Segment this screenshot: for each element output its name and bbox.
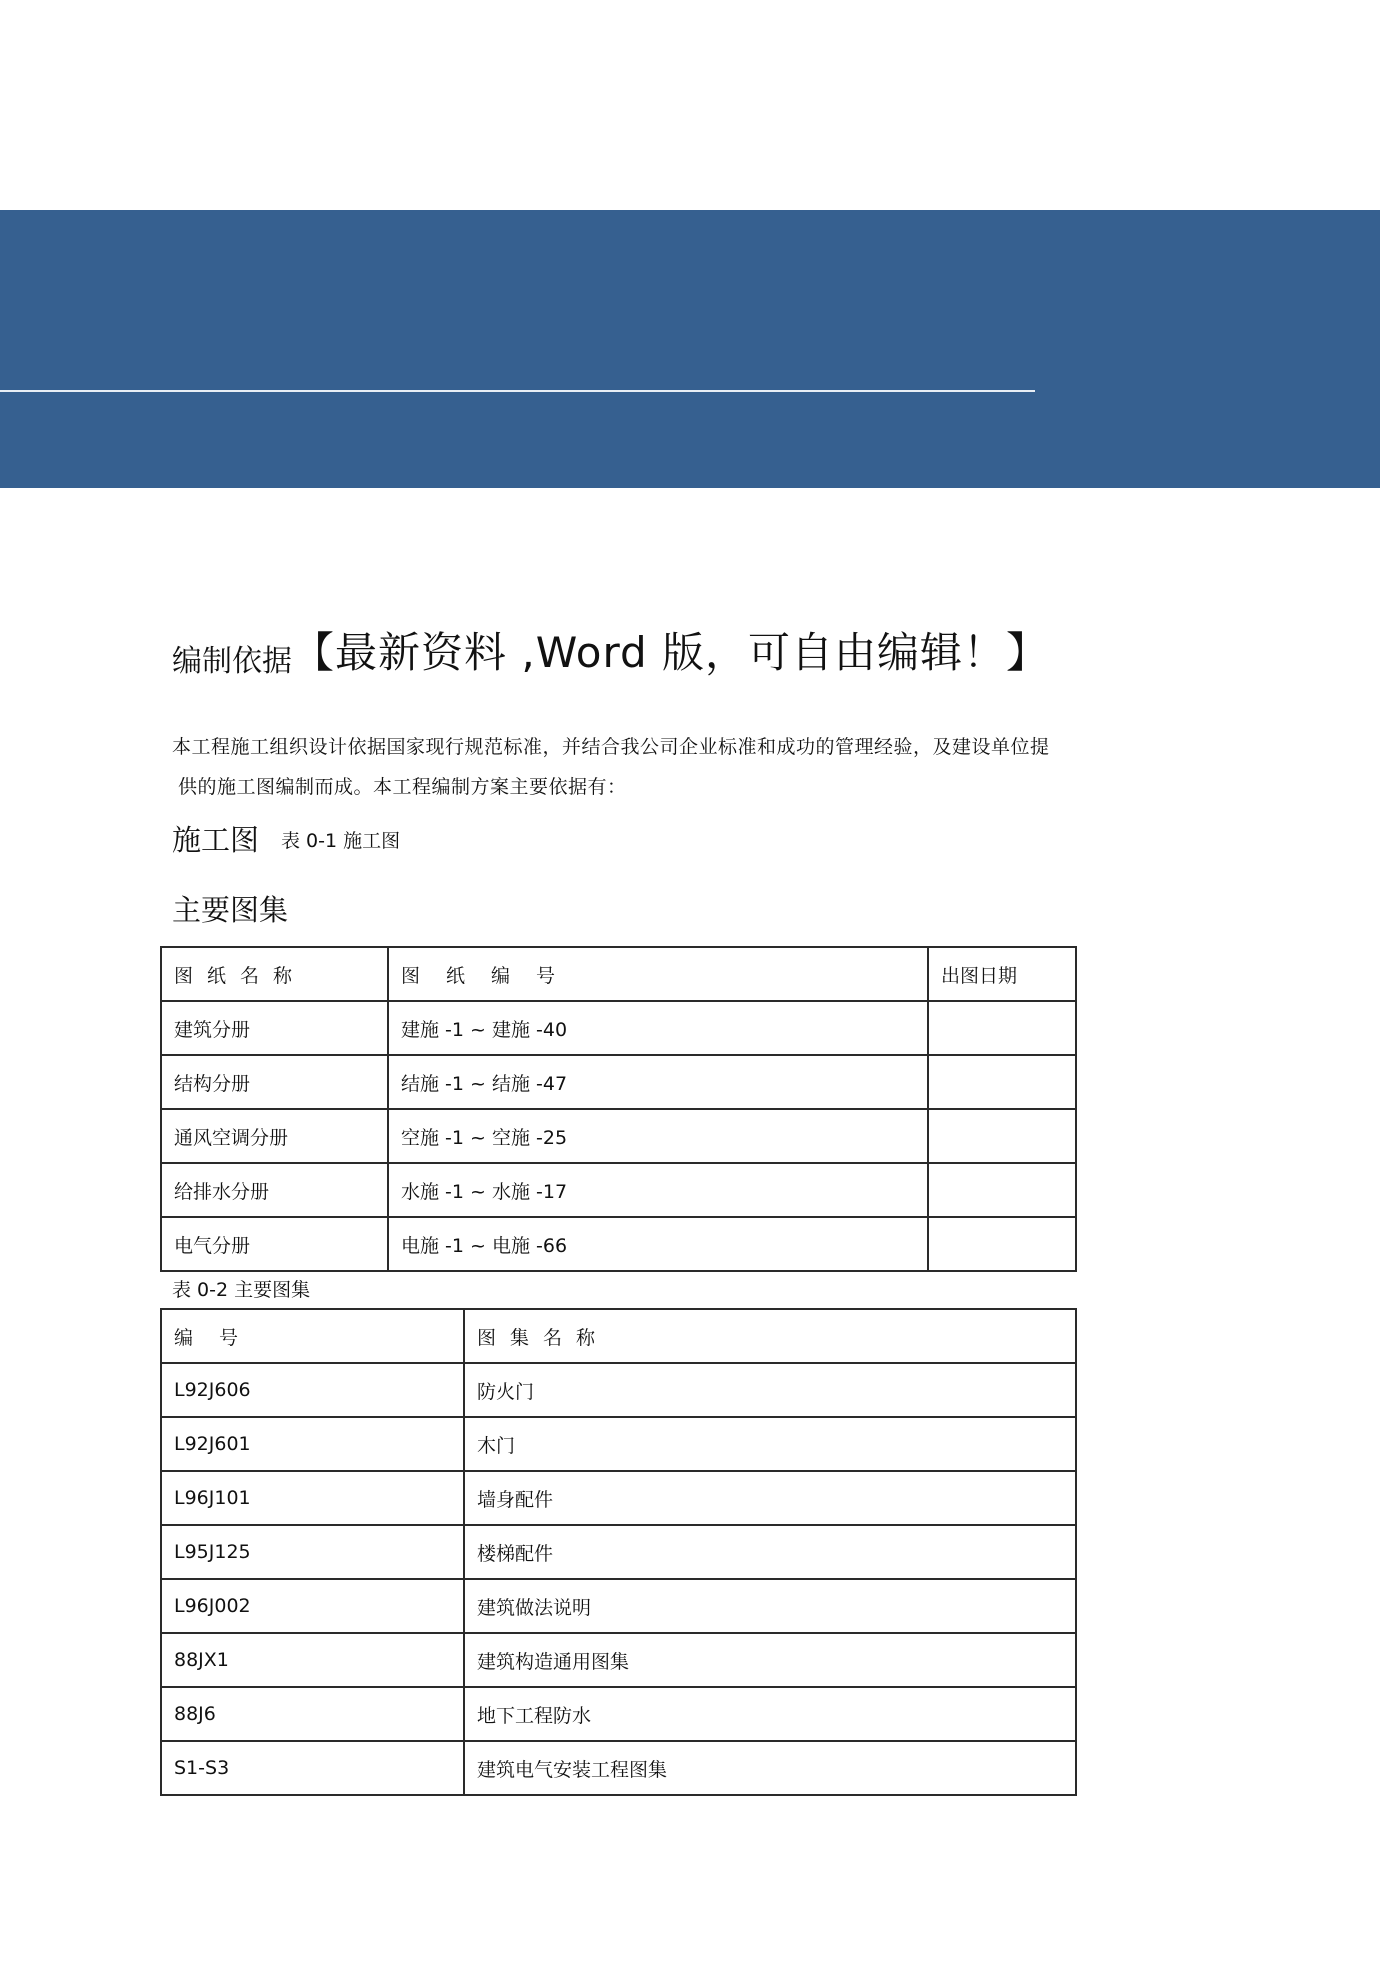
table-header-row bbox=[161, 947, 1076, 1001]
atlas-code: L95J125 bbox=[161, 1525, 464, 1579]
atlas-name: 建筑电气安装工程图集 bbox=[464, 1741, 1076, 1795]
table-row bbox=[161, 1163, 1076, 1217]
issue-date bbox=[928, 1163, 1076, 1217]
atlas-code: L96J002 bbox=[161, 1579, 464, 1633]
table-row bbox=[161, 1741, 1076, 1795]
drawing-name: 结构分册 bbox=[161, 1055, 388, 1109]
drawing-code: 空施 -1 ~ 空施 -25 bbox=[388, 1109, 928, 1163]
issue-date bbox=[928, 1055, 1076, 1109]
issue-date bbox=[928, 1001, 1076, 1055]
atlas-code: S1-S3 bbox=[161, 1741, 464, 1795]
atlas-name: 建筑构造通用图集 bbox=[464, 1633, 1076, 1687]
header-drawing-code: 图纸编号 bbox=[388, 947, 928, 1001]
table-row bbox=[161, 1579, 1076, 1633]
drawing-code: 建施 -1 ~ 建施 -40 bbox=[388, 1001, 928, 1055]
drawing-code: 水施 -1 ~ 水施 -17 bbox=[388, 1163, 928, 1217]
header-atlas-code: 编号 bbox=[161, 1309, 464, 1363]
issue-date bbox=[928, 1217, 1076, 1271]
drawing-name: 建筑分册 bbox=[161, 1001, 388, 1055]
atlas-code: 88JX1 bbox=[161, 1633, 464, 1687]
atlas-code: L92J601 bbox=[161, 1417, 464, 1471]
section-drawings bbox=[172, 818, 400, 859]
atlas-name: 楼梯配件 bbox=[464, 1525, 1076, 1579]
drawing-name: 电气分册 bbox=[161, 1217, 388, 1271]
banner-divider bbox=[0, 390, 1035, 392]
issue-date bbox=[928, 1109, 1076, 1163]
atlas-table bbox=[160, 1308, 1077, 1796]
atlas-name: 墙身配件 bbox=[464, 1471, 1076, 1525]
header-issue-date: 出图日期 bbox=[928, 947, 1076, 1001]
table-row bbox=[161, 1363, 1076, 1417]
table-row bbox=[161, 1471, 1076, 1525]
atlas-name: 地下工程防水 bbox=[464, 1687, 1076, 1741]
table2-caption: 表 0-2 主要图集 bbox=[172, 1279, 311, 1301]
atlas-code: L92J606 bbox=[161, 1363, 464, 1417]
table-row bbox=[161, 1217, 1076, 1271]
heading-promo: 【最新资料 ,Word 版，可自由编辑！】 bbox=[292, 628, 1050, 677]
heading-label: 编制依据 bbox=[172, 644, 292, 679]
drawing-code: 结施 -1 ~ 结施 -47 bbox=[388, 1055, 928, 1109]
table-row bbox=[161, 1001, 1076, 1055]
header-drawing-name: 图纸名称 bbox=[161, 947, 388, 1001]
section-drawings-title: 施工图 bbox=[172, 823, 260, 857]
intro-line-1: 本工程施工组织设计依据国家现行规范标准，并结合我公司企业标准和成功的管理经验，及建设单位提 bbox=[172, 736, 1050, 758]
table-row bbox=[161, 1633, 1076, 1687]
table-row bbox=[161, 1109, 1076, 1163]
drawing-name: 通风空调分册 bbox=[161, 1109, 388, 1163]
atlas-name: 防火门 bbox=[464, 1363, 1076, 1417]
drawing-code: 电施 -1 ~ 电施 -66 bbox=[388, 1217, 928, 1271]
drawings-table bbox=[160, 946, 1077, 1272]
table-row bbox=[161, 1417, 1076, 1471]
atlas-name: 建筑做法说明 bbox=[464, 1579, 1076, 1633]
table-row bbox=[161, 1055, 1076, 1109]
drawing-name: 给排水分册 bbox=[161, 1163, 388, 1217]
header-atlas-name: 图集名称 bbox=[464, 1309, 1076, 1363]
table-row bbox=[161, 1687, 1076, 1741]
intro-paragraph bbox=[172, 727, 1102, 807]
intro-line-2: 供的施工图编制而成。本工程编制方案主要依据有： bbox=[178, 776, 627, 798]
section-atlas-title: 主要图集 bbox=[172, 893, 289, 927]
page-heading bbox=[172, 620, 1049, 680]
atlas-code: 88J6 bbox=[161, 1687, 464, 1741]
atlas-name: 木门 bbox=[464, 1417, 1076, 1471]
table-row bbox=[161, 1525, 1076, 1579]
header-banner bbox=[0, 210, 1380, 488]
atlas-code: L96J101 bbox=[161, 1471, 464, 1525]
table-header-row bbox=[161, 1309, 1076, 1363]
table1-caption: 表 0-1 施工图 bbox=[281, 830, 401, 852]
